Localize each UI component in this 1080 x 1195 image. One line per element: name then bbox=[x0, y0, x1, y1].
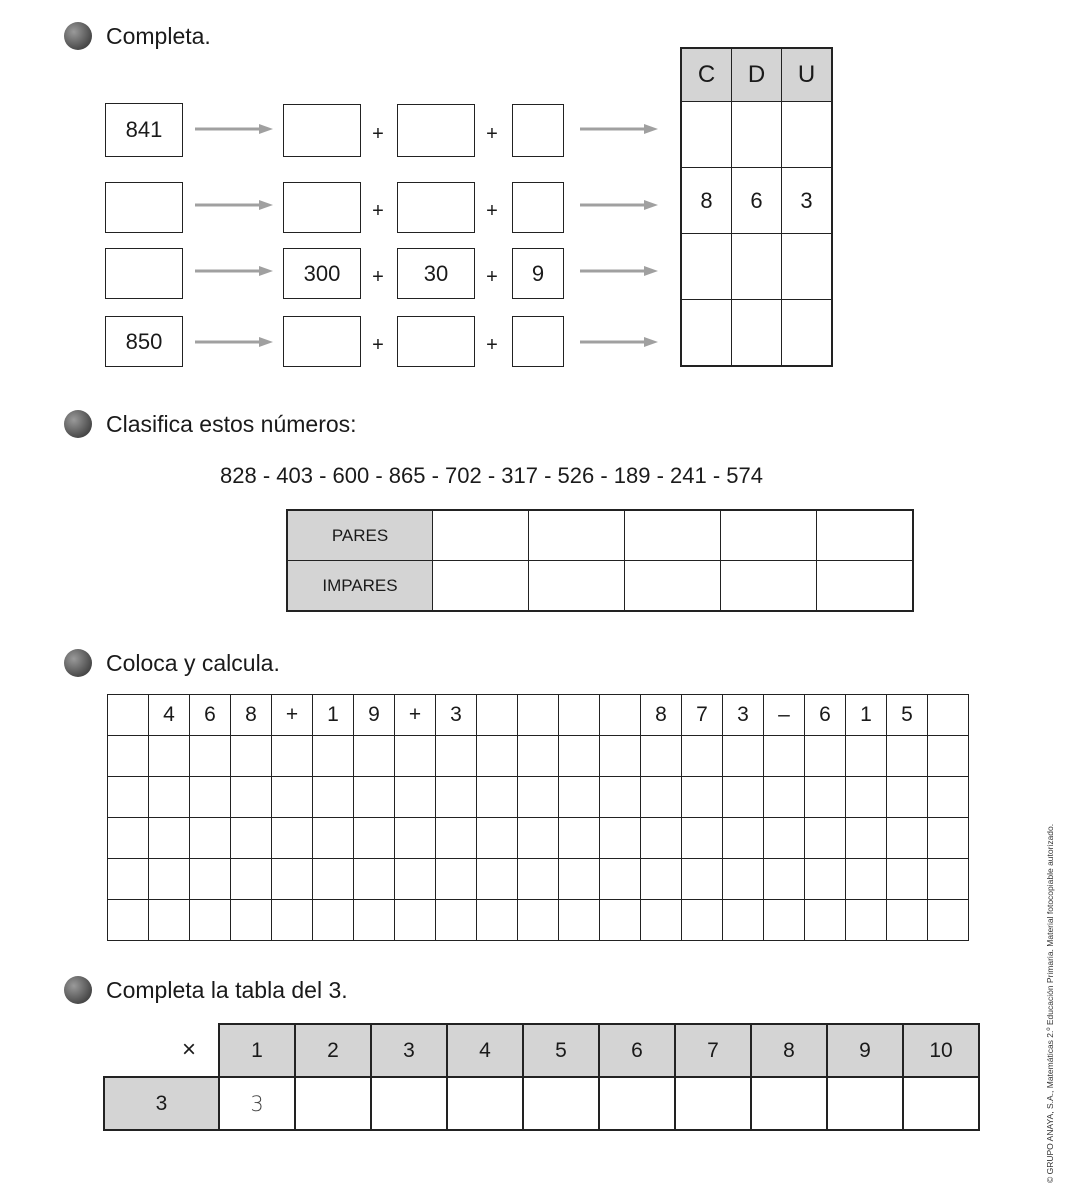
units-box[interactable] bbox=[512, 182, 564, 233]
grid-cell[interactable] bbox=[149, 900, 190, 941]
grid-cell[interactable] bbox=[682, 818, 723, 859]
grid-cell[interactable] bbox=[764, 859, 805, 900]
grid-cell[interactable] bbox=[518, 695, 559, 736]
grid-cell[interactable] bbox=[559, 695, 600, 736]
hundreds-box[interactable] bbox=[283, 182, 361, 233]
grid-cell[interactable] bbox=[518, 777, 559, 818]
grid-cell[interactable] bbox=[682, 736, 723, 777]
grid-cell[interactable] bbox=[190, 818, 231, 859]
grid-cell[interactable] bbox=[354, 818, 395, 859]
mult-header: 8 bbox=[751, 1024, 827, 1077]
grid-cell[interactable] bbox=[887, 900, 928, 941]
section-bullet-icon bbox=[64, 22, 92, 50]
section-title-clasifica: Clasifica estos números: bbox=[106, 411, 357, 437]
grid-cell[interactable] bbox=[313, 818, 354, 859]
section-bullet-icon bbox=[64, 649, 92, 677]
section-title-tabla: Completa la tabla del 3. bbox=[106, 977, 348, 1003]
cdu-cell[interactable] bbox=[782, 300, 833, 367]
grid-cell[interactable] bbox=[477, 736, 518, 777]
cdu-cell[interactable] bbox=[681, 102, 732, 168]
grid-cell[interactable] bbox=[723, 900, 764, 941]
grid-cell[interactable]: – bbox=[764, 695, 805, 736]
grid-cell[interactable] bbox=[887, 777, 928, 818]
grid-cell[interactable]: 3 bbox=[723, 695, 764, 736]
arrow-right-icon bbox=[195, 337, 273, 347]
grid-cell[interactable] bbox=[108, 736, 149, 777]
grid-cell[interactable]: 1 bbox=[846, 695, 887, 736]
times-symbol: × bbox=[104, 1024, 219, 1077]
grid-cell[interactable] bbox=[395, 859, 436, 900]
grid-cell[interactable] bbox=[231, 777, 272, 818]
grid-cell[interactable] bbox=[436, 859, 477, 900]
tens-box[interactable] bbox=[397, 182, 475, 233]
mult-header: 5 bbox=[523, 1024, 599, 1077]
grid-cell[interactable] bbox=[928, 818, 969, 859]
cdu-table bbox=[680, 47, 833, 367]
grid-cell[interactable] bbox=[477, 695, 518, 736]
grid-cell[interactable] bbox=[887, 736, 928, 777]
grid-cell[interactable] bbox=[436, 736, 477, 777]
grid-cell[interactable] bbox=[354, 736, 395, 777]
mult-header: 7 bbox=[675, 1024, 751, 1077]
grid-cell[interactable] bbox=[805, 900, 846, 941]
grid-cell[interactable] bbox=[764, 818, 805, 859]
arrow-right-icon bbox=[195, 266, 273, 276]
arrow-right-icon bbox=[580, 124, 658, 134]
arrow-right-icon bbox=[580, 200, 658, 210]
plus-sign: + bbox=[372, 334, 384, 356]
arrow-right-icon bbox=[195, 124, 273, 134]
mult-cell[interactable] bbox=[295, 1077, 371, 1130]
grid-cell[interactable] bbox=[682, 777, 723, 818]
grid-cell[interactable] bbox=[641, 777, 682, 818]
mult-header: 3 bbox=[371, 1024, 447, 1077]
grid-cell[interactable] bbox=[354, 900, 395, 941]
grid-cell[interactable] bbox=[477, 900, 518, 941]
grid-cell[interactable]: 5 bbox=[887, 695, 928, 736]
grid-cell[interactable]: 7 bbox=[682, 695, 723, 736]
grid-cell[interactable] bbox=[395, 900, 436, 941]
number-box[interactable]: 850 bbox=[105, 316, 183, 367]
mult-header: 9 bbox=[827, 1024, 903, 1077]
cdu-cell[interactable] bbox=[782, 102, 833, 168]
grid-cell[interactable] bbox=[108, 695, 149, 736]
grid-cell[interactable]: 4 bbox=[149, 695, 190, 736]
arrow-right-icon bbox=[580, 266, 658, 276]
plus-sign: + bbox=[486, 123, 498, 145]
classify-table bbox=[286, 509, 914, 612]
hundreds-box[interactable] bbox=[283, 316, 361, 367]
mult-header: 10 bbox=[903, 1024, 979, 1077]
classify-cell[interactable] bbox=[529, 561, 625, 612]
grid-cell[interactable] bbox=[149, 777, 190, 818]
classify-cell[interactable] bbox=[433, 510, 529, 561]
grid-cell[interactable] bbox=[108, 900, 149, 941]
classify-cell[interactable] bbox=[433, 561, 529, 612]
number-box[interactable] bbox=[105, 248, 183, 299]
grid-cell[interactable] bbox=[928, 695, 969, 736]
grid-cell[interactable] bbox=[928, 736, 969, 777]
grid-cell[interactable] bbox=[518, 818, 559, 859]
grid-cell[interactable] bbox=[518, 736, 559, 777]
mult-cell[interactable] bbox=[903, 1077, 979, 1130]
grid-cell[interactable] bbox=[723, 736, 764, 777]
units-box[interactable] bbox=[512, 316, 564, 367]
grid-cell[interactable] bbox=[764, 900, 805, 941]
grid-cell[interactable] bbox=[846, 818, 887, 859]
grid-cell[interactable] bbox=[272, 900, 313, 941]
grid-cell[interactable] bbox=[231, 900, 272, 941]
grid-cell[interactable] bbox=[600, 695, 641, 736]
mult-cell[interactable] bbox=[599, 1077, 675, 1130]
mult-header: 1 bbox=[219, 1024, 295, 1077]
arrow-right-icon bbox=[195, 200, 273, 210]
tens-box[interactable] bbox=[397, 316, 475, 367]
grid-cell[interactable] bbox=[436, 900, 477, 941]
tens-box[interactable] bbox=[397, 104, 475, 157]
grid-cell[interactable] bbox=[272, 818, 313, 859]
grid-cell[interactable] bbox=[518, 859, 559, 900]
plus-sign: + bbox=[486, 266, 498, 288]
grid-cell[interactable] bbox=[559, 777, 600, 818]
mult-header: 6 bbox=[599, 1024, 675, 1077]
grid-cell[interactable] bbox=[559, 900, 600, 941]
mult-cell[interactable] bbox=[371, 1077, 447, 1130]
mult-cell[interactable]: 3 bbox=[219, 1077, 295, 1130]
grid-cell[interactable] bbox=[600, 777, 641, 818]
classify-cell[interactable] bbox=[721, 561, 817, 612]
number-box[interactable]: 841 bbox=[105, 103, 183, 157]
grid-cell[interactable] bbox=[764, 736, 805, 777]
grid-cell[interactable] bbox=[231, 736, 272, 777]
grid-cell[interactable] bbox=[805, 818, 846, 859]
mult-cell[interactable] bbox=[827, 1077, 903, 1130]
grid-cell[interactable] bbox=[272, 859, 313, 900]
grid-cell[interactable] bbox=[600, 859, 641, 900]
plus-sign: + bbox=[372, 123, 384, 145]
grid-cell[interactable] bbox=[149, 736, 190, 777]
grid-cell[interactable] bbox=[272, 736, 313, 777]
grid-cell[interactable] bbox=[395, 777, 436, 818]
cdu-cell[interactable] bbox=[681, 234, 732, 300]
grid-cell[interactable] bbox=[108, 777, 149, 818]
cdu-cell[interactable]: 8 bbox=[681, 168, 732, 234]
copyright-note: © GRUPO ANAYA, S.A., Matemáticas 2.º Educación Primaria. Material fotocopiable autorizado. bbox=[1045, 823, 1055, 1183]
plus-sign: + bbox=[372, 200, 384, 222]
cdu-cell[interactable] bbox=[681, 300, 732, 367]
grid-cell[interactable] bbox=[436, 818, 477, 859]
grid-cell[interactable] bbox=[682, 900, 723, 941]
tens-box[interactable]: 30 bbox=[397, 248, 475, 299]
grid-cell[interactable] bbox=[846, 736, 887, 777]
grid-cell[interactable] bbox=[723, 859, 764, 900]
units-box[interactable]: 9 bbox=[512, 248, 564, 299]
grid-cell[interactable] bbox=[272, 777, 313, 818]
grid-cell[interactable] bbox=[764, 777, 805, 818]
arrow-right-icon bbox=[580, 337, 658, 347]
cdu-cell[interactable]: 3 bbox=[782, 168, 833, 234]
classify-cell[interactable] bbox=[817, 561, 914, 612]
cdu-cell[interactable] bbox=[782, 234, 833, 300]
grid-cell[interactable] bbox=[313, 900, 354, 941]
grid-cell[interactable] bbox=[846, 900, 887, 941]
grid-cell[interactable] bbox=[477, 777, 518, 818]
mult-row-label: 3 bbox=[104, 1077, 219, 1130]
grid-cell[interactable] bbox=[600, 818, 641, 859]
grid-cell[interactable] bbox=[600, 900, 641, 941]
grid-cell[interactable] bbox=[682, 859, 723, 900]
classify-cell[interactable] bbox=[529, 510, 625, 561]
grid-cell[interactable] bbox=[313, 777, 354, 818]
grid-cell[interactable]: 8 bbox=[641, 695, 682, 736]
grid-cell[interactable] bbox=[641, 859, 682, 900]
mult-cell[interactable] bbox=[675, 1077, 751, 1130]
pares-label: PARES bbox=[287, 510, 433, 561]
grid-cell[interactable]: 9 bbox=[354, 695, 395, 736]
grid-cell[interactable]: 8 bbox=[231, 695, 272, 736]
grid-cell[interactable]: + bbox=[395, 695, 436, 736]
grid-cell[interactable] bbox=[395, 818, 436, 859]
cdu-cell[interactable] bbox=[732, 300, 782, 367]
section-bullet-icon bbox=[64, 410, 92, 438]
grid-cell[interactable] bbox=[887, 818, 928, 859]
grid-cell[interactable]: + bbox=[272, 695, 313, 736]
grid-cell[interactable] bbox=[108, 859, 149, 900]
grid-cell[interactable] bbox=[354, 777, 395, 818]
grid-cell[interactable] bbox=[887, 859, 928, 900]
grid-cell[interactable] bbox=[723, 818, 764, 859]
grid-cell[interactable] bbox=[559, 736, 600, 777]
impares-label: IMPARES bbox=[287, 561, 433, 612]
grid-cell[interactable] bbox=[108, 818, 149, 859]
plus-sign: + bbox=[486, 334, 498, 356]
grid-cell[interactable] bbox=[846, 777, 887, 818]
grid-cell[interactable] bbox=[928, 777, 969, 818]
grid-cell[interactable] bbox=[313, 736, 354, 777]
grid-cell[interactable] bbox=[559, 859, 600, 900]
grid-cell[interactable] bbox=[928, 900, 969, 941]
section-bullet-icon bbox=[64, 976, 92, 1004]
grid-cell[interactable]: 6 bbox=[805, 695, 846, 736]
plus-sign: + bbox=[486, 200, 498, 222]
grid-cell[interactable] bbox=[805, 736, 846, 777]
calculation-grid bbox=[107, 694, 969, 941]
grid-cell[interactable] bbox=[313, 859, 354, 900]
grid-cell[interactable] bbox=[641, 818, 682, 859]
cdu-header-u: U bbox=[782, 48, 833, 102]
cdu-header-c: C bbox=[681, 48, 732, 102]
classify-cell[interactable] bbox=[817, 510, 914, 561]
grid-cell[interactable] bbox=[231, 859, 272, 900]
grid-cell[interactable] bbox=[559, 818, 600, 859]
number-sequence: 828 - 403 - 600 - 865 - 702 - 317 - 526 - 189 - 241 - 574 bbox=[220, 463, 764, 488]
grid-cell[interactable] bbox=[805, 777, 846, 818]
mult-cell[interactable] bbox=[751, 1077, 827, 1130]
cdu-header-d: D bbox=[732, 48, 782, 102]
plus-sign: + bbox=[372, 266, 384, 288]
grid-cell[interactable]: 3 bbox=[436, 695, 477, 736]
mult-header: 2 bbox=[295, 1024, 371, 1077]
cdu-cell[interactable] bbox=[732, 102, 782, 168]
grid-cell[interactable] bbox=[723, 777, 764, 818]
mult-header: 4 bbox=[447, 1024, 523, 1077]
grid-cell[interactable] bbox=[395, 736, 436, 777]
hundreds-box[interactable] bbox=[283, 104, 361, 157]
hundreds-box[interactable]: 300 bbox=[283, 248, 361, 299]
grid-cell[interactable] bbox=[641, 900, 682, 941]
grid-cell[interactable] bbox=[846, 859, 887, 900]
grid-cell[interactable] bbox=[190, 777, 231, 818]
classify-cell[interactable] bbox=[625, 561, 721, 612]
grid-cell[interactable] bbox=[436, 777, 477, 818]
grid-cell[interactable] bbox=[928, 859, 969, 900]
multiplication-table bbox=[103, 1023, 980, 1131]
grid-cell[interactable] bbox=[641, 736, 682, 777]
grid-cell[interactable] bbox=[477, 818, 518, 859]
cdu-cell[interactable] bbox=[732, 234, 782, 300]
section-title-coloca: Coloca y calcula. bbox=[106, 650, 280, 676]
grid-cell[interactable] bbox=[354, 859, 395, 900]
section-title-completa: Completa. bbox=[106, 23, 211, 49]
mult-cell[interactable] bbox=[447, 1077, 523, 1130]
grid-cell[interactable] bbox=[477, 859, 518, 900]
grid-cell[interactable] bbox=[190, 736, 231, 777]
cdu-cell[interactable]: 6 bbox=[732, 168, 782, 234]
classify-cell[interactable] bbox=[625, 510, 721, 561]
mult-cell[interactable] bbox=[523, 1077, 599, 1130]
grid-cell[interactable] bbox=[149, 859, 190, 900]
units-box[interactable] bbox=[512, 104, 564, 157]
classify-cell[interactable] bbox=[721, 510, 817, 561]
grid-cell[interactable] bbox=[600, 736, 641, 777]
number-box[interactable] bbox=[105, 182, 183, 233]
grid-cell[interactable] bbox=[149, 818, 190, 859]
grid-cell[interactable] bbox=[231, 818, 272, 859]
grid-cell[interactable] bbox=[805, 859, 846, 900]
grid-cell[interactable]: 6 bbox=[190, 695, 231, 736]
grid-cell[interactable]: 1 bbox=[313, 695, 354, 736]
grid-cell[interactable] bbox=[190, 900, 231, 941]
grid-cell[interactable] bbox=[518, 900, 559, 941]
grid-cell[interactable] bbox=[190, 859, 231, 900]
